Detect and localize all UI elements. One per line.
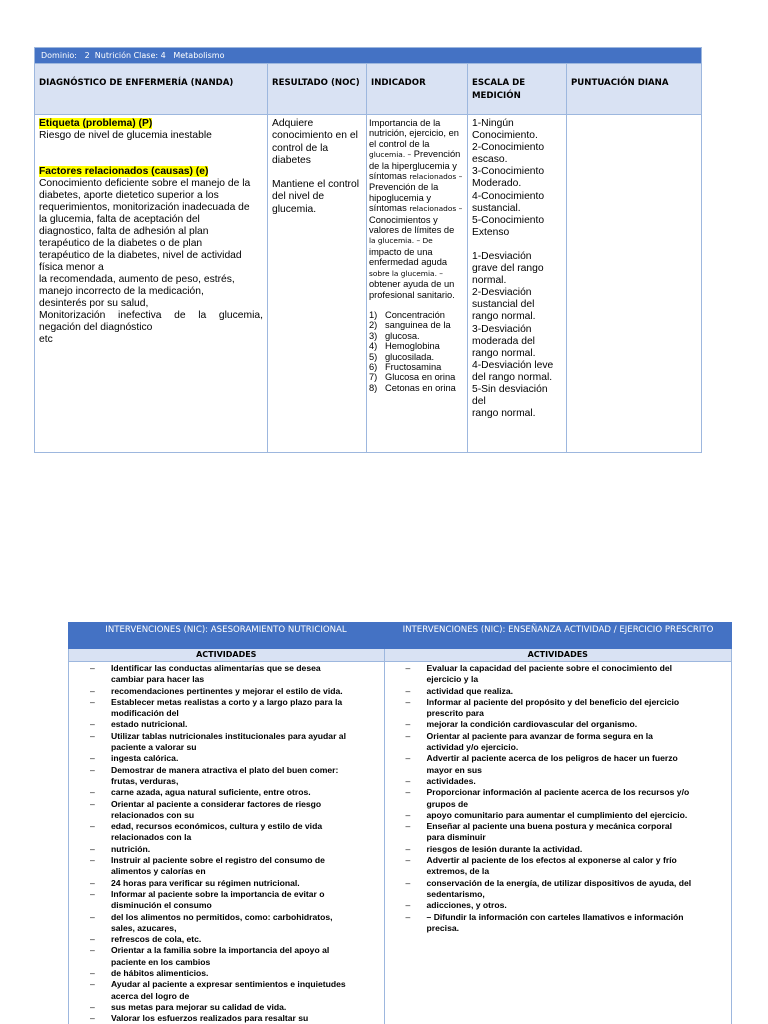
activity-text: Demostrar de manera atractiva el plato del buen comer:: [111, 764, 339, 775]
indicador-list-number: 5): [369, 351, 378, 362]
activity-bullet: [385, 832, 427, 843]
activity-bullet: –: [90, 888, 95, 899]
factores-line: requerimientos, monitorización inadecuada de: [39, 202, 250, 213]
activity-text: sus metas para mejorar su calidad de vida.: [111, 1001, 287, 1012]
activity-bullet: –: [405, 855, 411, 866]
activity-line: [69, 1002, 384, 1013]
activity-line: [69, 719, 384, 730]
activity-text: Instruir al paciente sobre el registro del consumo de: [111, 855, 325, 866]
activity-bullet: –: [90, 979, 95, 990]
activity-text: relacionados con la: [111, 832, 192, 843]
activity-text: relacionados con su: [111, 809, 195, 820]
activity-line: [69, 799, 384, 810]
activity-line: [69, 900, 384, 911]
nic-header-row: [68, 622, 732, 649]
indicador-list-text: Glucosa en orina: [385, 372, 456, 383]
activity-line: [385, 753, 731, 764]
activity-text: carne azada, agua natural suficiente, entre otros.: [111, 787, 311, 798]
activity-bullet: [385, 866, 427, 877]
activity-text: grupos de: [426, 798, 469, 809]
activity-line: [385, 912, 731, 923]
activity-text: cambiar para hacer las: [111, 674, 205, 685]
resultado-text-2: Mantiene el control del nivel de glucemia.: [272, 179, 360, 215]
escala-line: 1-Ningún: [472, 118, 514, 129]
indicador-list-item: [369, 372, 463, 382]
activity-bullet: [69, 742, 111, 753]
activity-bullet: –: [90, 696, 95, 707]
activity-bullet: [385, 799, 427, 810]
activity-bullet: –: [90, 787, 95, 798]
activity-bullet: –: [405, 696, 411, 707]
activity-text: de hábitos alimenticios.: [111, 968, 209, 979]
activity-bullet: –: [405, 821, 411, 832]
resultado-cell: [268, 115, 367, 452]
escala-line: 3-Conocimiento: [472, 166, 545, 178]
activity-line: [69, 663, 384, 674]
activity-bullet: –: [90, 753, 95, 764]
activity-text: Identificar las conductas alimentarías que se desea: [111, 663, 321, 673]
factores-label: Factores relacionados (causas) (e): [39, 166, 209, 177]
activity-line: [385, 776, 731, 787]
nic-header-left: INTERVENCIONES (NIC): ASESORAMIENTO NUTRICIONAL: [105, 625, 347, 635]
indicador-list-text: Cetonas en orina: [385, 382, 456, 393]
activity-text: actividades.: [426, 775, 476, 786]
etiqueta-label: Etiqueta (problema) (P): [39, 118, 153, 129]
activity-line: [69, 787, 384, 798]
activity-line: [69, 866, 384, 877]
activity-line: [69, 923, 384, 934]
activity-line: [69, 889, 384, 900]
activity-line: [69, 1013, 384, 1024]
activity-line: [69, 742, 384, 753]
indicador-list-item: [369, 331, 463, 341]
indicador-phrase: Conocimientos y valores de límites de: [369, 214, 455, 236]
factores-line: diagnostico, falta de adhesión al plan: [39, 226, 209, 237]
escala-line: sustancial.: [472, 202, 521, 214]
activity-line: [385, 765, 731, 776]
escala-line: rango normal.: [472, 311, 536, 323]
activity-bullet: [385, 674, 427, 685]
puntuacion-cell: [567, 115, 701, 452]
indicador-list-number: 4): [369, 341, 378, 352]
activity-line: [69, 979, 384, 990]
activities-right-column: [385, 662, 732, 1024]
activity-line: [69, 934, 384, 945]
indicador-term: glucemia. –: [369, 150, 412, 160]
diagnostico-cell: [35, 115, 268, 452]
activity-text: Valorar los esfuerzos realizados para resaltar su: [111, 1013, 309, 1024]
header-diagnostico: DIAGNÓSTICO DE ENFERMERÍA (NANDA): [35, 64, 268, 114]
indicador-list-text: Concentración: [385, 309, 445, 320]
activity-line: [69, 708, 384, 719]
activity-bullet: –: [405, 809, 411, 820]
indicador-list-text: glucosa.: [385, 330, 420, 341]
activity-text: ejercicio y la: [426, 674, 479, 685]
escala-line: Conocimiento.: [472, 130, 538, 142]
activity-text: adicciones, y otros.: [426, 900, 507, 911]
indicador-list-item: [369, 362, 463, 372]
indicador-cell: [367, 115, 468, 452]
activity-text: acerca del logro de: [111, 990, 190, 1001]
activity-bullet: [69, 708, 111, 719]
indicador-list-item: [369, 320, 463, 330]
activity-line: [385, 697, 731, 708]
escala-line: 3-Desviación: [472, 323, 532, 335]
activities-header-left: ACTIVIDADES: [69, 649, 385, 661]
activity-text: Informar al paciente del propósito y del beneficio del ejercicio: [426, 696, 680, 707]
indicador-term: relacionados –: [409, 172, 463, 182]
activity-line: [69, 832, 384, 843]
activity-bullet: –: [90, 798, 95, 809]
activity-text: alimentos y calorías en: [111, 866, 206, 877]
indicador-list-item: [369, 383, 463, 393]
activity-line: [69, 968, 384, 979]
activity-line: [385, 832, 731, 843]
escala-cell: [468, 115, 567, 452]
factores-line: Conocimiento deficiente sobre el manejo de la: [39, 178, 251, 189]
domain-bar: Dominio: 2 Nutrición Clase: 4 Metabolismo: [35, 48, 701, 63]
header-puntuacion: PUNTUACIÓN DIANA: [571, 78, 669, 88]
activity-bullet: –: [90, 945, 95, 956]
activity-bullet: –: [405, 663, 411, 673]
activity-bullet: [69, 900, 111, 911]
activity-line: [385, 719, 731, 730]
activity-text: paciente a valorar su: [111, 742, 197, 753]
activity-text: Proporcionar información al paciente acerca de los recursos y/o: [426, 787, 690, 798]
factores-line: la recomendada, aumento de peso, estrés,: [39, 274, 235, 285]
activity-line: [69, 731, 384, 742]
activity-text: ingesta calórica.: [111, 753, 179, 764]
activity-line: [385, 686, 731, 697]
activity-line: [385, 799, 731, 810]
escala-line: 4-Desviación leve: [472, 359, 554, 371]
escala-conocimiento: [472, 118, 562, 239]
interventions-table: [68, 622, 732, 1024]
factores-line: terapéutico de la diabetes, nivel de actividad física menor a: [39, 250, 242, 273]
activity-text: Enseñar al paciente una buena postura y mecánica corporal: [426, 821, 673, 832]
activity-line: [385, 663, 731, 674]
indicador-list-item: [369, 310, 463, 320]
indicador-term: la glucemia. – De: [369, 236, 433, 246]
activity-bullet: –: [90, 877, 95, 888]
activity-bullet: –: [405, 775, 411, 786]
activity-text: Ayudar al paciente a expresar sentimientos e inquietudes: [111, 979, 346, 990]
activity-bullet: [385, 923, 427, 934]
activity-text: Evaluar la capacidad del paciente sobre el conocimiento del: [426, 663, 673, 673]
activity-text: sedentarismo,: [426, 888, 485, 899]
activity-text: Informar al paciente sobre la importancia de evitar o: [111, 888, 325, 899]
header-indicador: INDICADOR: [367, 64, 468, 114]
activity-bullet: [69, 674, 111, 685]
activity-text: apoyo comunitario para aumentar el cumplimiento del ejercicio.: [426, 809, 688, 820]
activity-line: [69, 878, 384, 889]
indicador-list-item: [369, 341, 463, 351]
activity-text: del los alimentos no permitidos, como: carbohidratos,: [111, 911, 333, 922]
activity-bullet: [69, 957, 111, 968]
indicador-list: [369, 310, 463, 393]
indicador-phrase: Prevención de la hiperglucemia y síntomas: [369, 149, 461, 182]
activity-line: [385, 923, 731, 934]
escala-line: moderada del: [472, 335, 535, 347]
nic-header-right: INTERVENCIONES (NIC): ENSEÑANZA ACTIVIDAD / EJERCICIO PRESCRITO: [402, 625, 714, 635]
activity-line: [385, 878, 731, 889]
activity-line: [69, 674, 384, 685]
activity-text: riesgos de lesión durante la actividad.: [426, 843, 583, 854]
activity-text: Establecer metas realistas a corto y a largo plazo para la: [111, 696, 343, 707]
factores-line: negación del diagnóstico: [39, 322, 153, 333]
escala-line: 2-Desviación: [472, 287, 532, 299]
indicador-list-number: 1): [369, 309, 378, 320]
activity-bullet: –: [405, 911, 411, 922]
etiqueta-text: Riesgo de nivel de glucemia inestable: [39, 130, 212, 141]
activity-bullet: –: [90, 968, 95, 979]
activity-bullet: –: [90, 764, 95, 775]
care-plan-table: [34, 47, 702, 453]
activity-line: [69, 753, 384, 764]
table-header-row: [35, 63, 701, 114]
activity-line: [385, 855, 731, 866]
activity-bullet: –: [405, 730, 411, 741]
table-body-row: [35, 114, 701, 452]
activity-bullet: –: [90, 663, 95, 673]
activity-line: [385, 742, 731, 753]
activity-bullet: –: [90, 855, 95, 866]
indicador-list-text: glucosilada.: [385, 351, 435, 362]
activity-bullet: [69, 832, 111, 843]
escala-line: del rango normal.: [472, 371, 553, 383]
activity-line: [385, 731, 731, 742]
activity-line: [385, 708, 731, 719]
activity-text: disminución el consumo: [111, 900, 212, 911]
escala-line: normal.: [472, 275, 507, 287]
activity-bullet: [69, 866, 111, 877]
activities-right-list: [385, 663, 731, 934]
activity-bullet: –: [90, 1001, 95, 1012]
factores-line: manejo incorrecto de la medicación,: [39, 286, 204, 297]
activity-line: [69, 957, 384, 968]
activity-bullet: –: [405, 685, 411, 696]
activity-text: actividad y/o ejercicio.: [426, 742, 519, 753]
activity-text: para disminuir: [426, 832, 486, 843]
indicador-list-item: [369, 352, 463, 362]
activity-bullet: [385, 765, 427, 776]
activity-text: precisa.: [426, 922, 460, 933]
activities-header-row: [68, 649, 732, 661]
activity-bullet: –: [405, 843, 411, 854]
escala-line: Extenso: [472, 226, 510, 238]
activity-text: frutas, verduras,: [111, 775, 179, 786]
activity-bullet: [69, 923, 111, 934]
escala-line: Moderado.: [472, 178, 522, 190]
escala-line: 2-Conocimiento: [472, 142, 545, 154]
header-resultado: RESULTADO (NOC): [268, 64, 367, 114]
indicador-list-number: 6): [369, 361, 378, 372]
escala-desviacion: [472, 251, 562, 420]
indicador-phrase: Prevención de la hipoglucemia y síntomas: [369, 182, 439, 214]
activity-text: actividad que realiza.: [426, 685, 513, 696]
activity-bullet: [385, 742, 427, 753]
activity-line: [69, 844, 384, 855]
activity-bullet: –: [405, 877, 411, 888]
activity-bullet: [69, 810, 111, 821]
activity-text: recomendaciones pertinentes y mejorar el estilo de vida.: [111, 685, 343, 696]
resultado-text-1: Adquiere conocimiento en el control de la diabetes: [272, 118, 358, 166]
activity-text: Orientar a la familia sobre la importancia del apoyo al: [111, 945, 330, 956]
indicador-text: [369, 118, 463, 300]
activity-text: Utilizar tablas nutricionales institucionales para ayudar al: [111, 730, 346, 741]
activity-bullet: –: [90, 911, 95, 922]
indicador-list-text: Fructosamina: [385, 361, 442, 372]
indicador-list-number: 8): [369, 382, 378, 393]
indicador-list-number: 7): [369, 372, 378, 383]
activity-line: [385, 821, 731, 832]
activity-text: Orientar al paciente a considerar factores de riesgo: [111, 798, 322, 809]
activity-text: Advertir al paciente acerca de los peligros de hacer un fuerzo: [426, 753, 678, 764]
activity-line: [385, 889, 731, 900]
activity-bullet: –: [90, 843, 95, 854]
activity-bullet: –: [90, 1013, 95, 1024]
escala-line: 4-Conocimiento: [472, 190, 545, 202]
indicador-list-text: sanguinea de la: [385, 320, 451, 331]
activity-line: [69, 776, 384, 787]
activity-line: [385, 866, 731, 877]
activity-text: conservación de la energía, de utilizar dispositivos de ayuda, del: [426, 877, 692, 888]
activity-bullet: [69, 991, 111, 1002]
escala-line: grave del rango: [472, 263, 544, 275]
activity-bullet: –: [90, 730, 95, 741]
activities-left-column: [69, 662, 385, 1024]
indicador-phrase: obtener ayuda de un profesional sanitario.: [369, 279, 455, 300]
activity-bullet: [69, 776, 111, 787]
indicador-phrase: impacto de una enfermedad aguda: [369, 246, 448, 268]
activity-text: extremos, de la: [426, 866, 490, 877]
activity-text: sales, azucares,: [111, 922, 177, 933]
escala-line: rango normal.: [472, 408, 536, 420]
activity-bullet: [385, 708, 427, 719]
activity-bullet: –: [405, 900, 411, 911]
activity-text: nutrición.: [111, 843, 151, 854]
activity-bullet: –: [90, 934, 95, 945]
activity-text: mayor en sus: [426, 764, 482, 775]
activity-line: [69, 912, 384, 923]
activity-line: [385, 844, 731, 855]
activity-text: mejorar la condición cardiovascular del organismo.: [426, 719, 638, 730]
activity-bullet: –: [90, 719, 95, 730]
indicador-list-text: Hemoglobina: [385, 341, 440, 352]
activity-bullet: –: [405, 719, 411, 730]
activity-line: [69, 945, 384, 956]
activity-text: refrescos de cola, etc.: [111, 934, 202, 945]
header-escala: ESCALA DE MEDICIÓN: [468, 64, 567, 114]
activity-line: [69, 686, 384, 697]
activity-line: [385, 674, 731, 685]
factores-line: etc: [39, 334, 53, 345]
activity-text: edad, recursos económicos, cultura y estilo de vida: [111, 821, 323, 832]
indicador-list-number: 3): [369, 330, 378, 341]
activity-line: [69, 821, 384, 832]
activity-bullet: –: [405, 787, 411, 798]
escala-line: 5-Conocimiento: [472, 214, 545, 226]
activity-text: Advertir al paciente de los efectos al exponerse al calor y frío: [426, 855, 677, 866]
indicador-term: relacionados –: [409, 204, 463, 214]
activity-line: [69, 810, 384, 821]
activity-text: prescrito para: [426, 708, 484, 719]
activity-line: [385, 787, 731, 798]
activity-text: estado nutricional.: [111, 719, 188, 730]
escala-line: rango normal.: [472, 347, 536, 359]
escala-line: sustancial del: [472, 299, 535, 311]
activity-bullet: –: [90, 685, 95, 696]
activity-line: [69, 697, 384, 708]
activity-bullet: [385, 889, 427, 900]
activity-bullet: –: [90, 821, 95, 832]
indicador-term: sobre la glucemia. –: [369, 268, 443, 278]
activity-text: 24 horas para verificar su régimen nutricional.: [111, 877, 300, 888]
activity-text: Orientar al paciente para avanzar de forma segura en la: [426, 730, 653, 741]
factores-line: terapéutico de la diabetes o de plan: [39, 238, 203, 249]
escala-line: escaso.: [472, 154, 508, 166]
factores-line: diabetes, aporte dietetico superior a los: [39, 190, 219, 201]
factores-line: desinterés por su salud,: [39, 298, 149, 309]
factores-line: Monitorización inefectiva de la glucemia,: [39, 310, 263, 321]
activity-text: paciente en los cambios: [111, 956, 211, 967]
activity-line: [385, 900, 731, 911]
activity-text: – Difundir la información con carteles llamativos e información: [426, 911, 684, 922]
activity-bullet: –: [405, 753, 411, 764]
activity-line: [69, 765, 384, 776]
activity-line: [69, 855, 384, 866]
activity-text: modificación del: [111, 708, 179, 719]
escala-line: 5-Sin desviación: [472, 383, 548, 395]
activities-header-right: ACTIVIDADES: [385, 649, 732, 661]
activities-columns: [68, 661, 732, 1024]
activity-line: [69, 991, 384, 1002]
escala-line: del: [472, 396, 486, 408]
factores-line: la glucemia, falta de aceptación del: [39, 214, 200, 225]
activities-left-list: [69, 663, 384, 1024]
escala-line: 1-Desviación: [472, 250, 532, 262]
indicador-phrase: Importancia de la nutrición, ejercicio, en el control de la: [369, 118, 459, 149]
indicador-list-number: 2): [369, 320, 378, 331]
factores-text: [39, 178, 263, 346]
activity-line: [385, 810, 731, 821]
